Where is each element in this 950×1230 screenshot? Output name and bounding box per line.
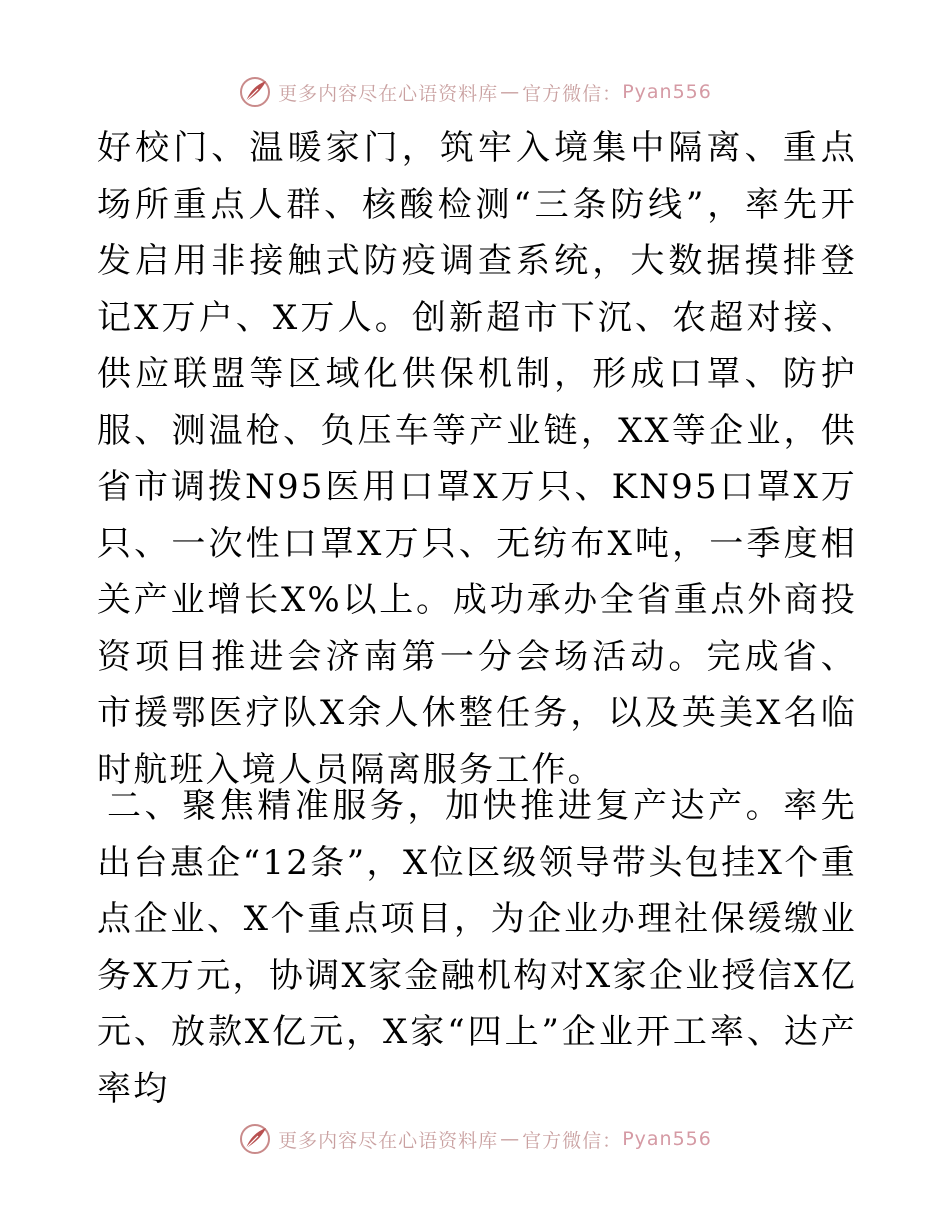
header-watermark bbox=[0, 72, 950, 112]
body-paragraph-1: 好校门、温暖家门，筑牢入境集中隔离、重点场所重点人群、核酸检测“三条防线”，率先开发启用非接触式防疫调查系统，大数据摸排登记X万户、X万人。创新超市下沉、农超对接、供应联盟等区域化供保机制，形成口罩、防护服、测温枪、负压车等产业链，XX等企业，供省市调拨N95医用口罩X万只、KN95口罩X万只、一次性口罩X万只、无纺布X吨，一季度相关产业增长X%以上。成功承办全省重点外商投资项目推进会济南第一分会场活动。完成省、市援鄂医疗队X余人休整任务，以及英美X名临时航班入境人员隔离服务工作。 bbox=[97, 128, 857, 790]
feather-pen-logo-icon bbox=[238, 1122, 272, 1156]
watermark-wechat-id: Pyan556 bbox=[622, 81, 712, 103]
watermark-wechat-label: 官方微信： bbox=[522, 82, 623, 105]
watermark-separator: — bbox=[500, 1128, 521, 1150]
watermark-text: 更多内容尽在心语资料库 bbox=[278, 82, 499, 105]
watermark-wechat-id: Pyan556 bbox=[622, 1128, 712, 1150]
watermark-wechat-label: 官方微信： bbox=[522, 1129, 623, 1152]
footer-watermark bbox=[0, 1119, 950, 1159]
watermark-text: 更多内容尽在心语资料库 bbox=[278, 1129, 499, 1152]
watermark-separator: — bbox=[500, 81, 521, 103]
feather-pen-logo-icon bbox=[238, 75, 272, 109]
body-paragraph-2: 二、聚焦精准服务，加快推进复产达产。率先出台惠企“12条”，X位区级领导带头包挂X个重点企业、X个重点项目，为企业办理社保缓缴业务X万元，协调X家金融机构对X家企业授信X亿元、放款X亿元，X家“四上”企业开工率、达产率均 bbox=[97, 786, 857, 1109]
